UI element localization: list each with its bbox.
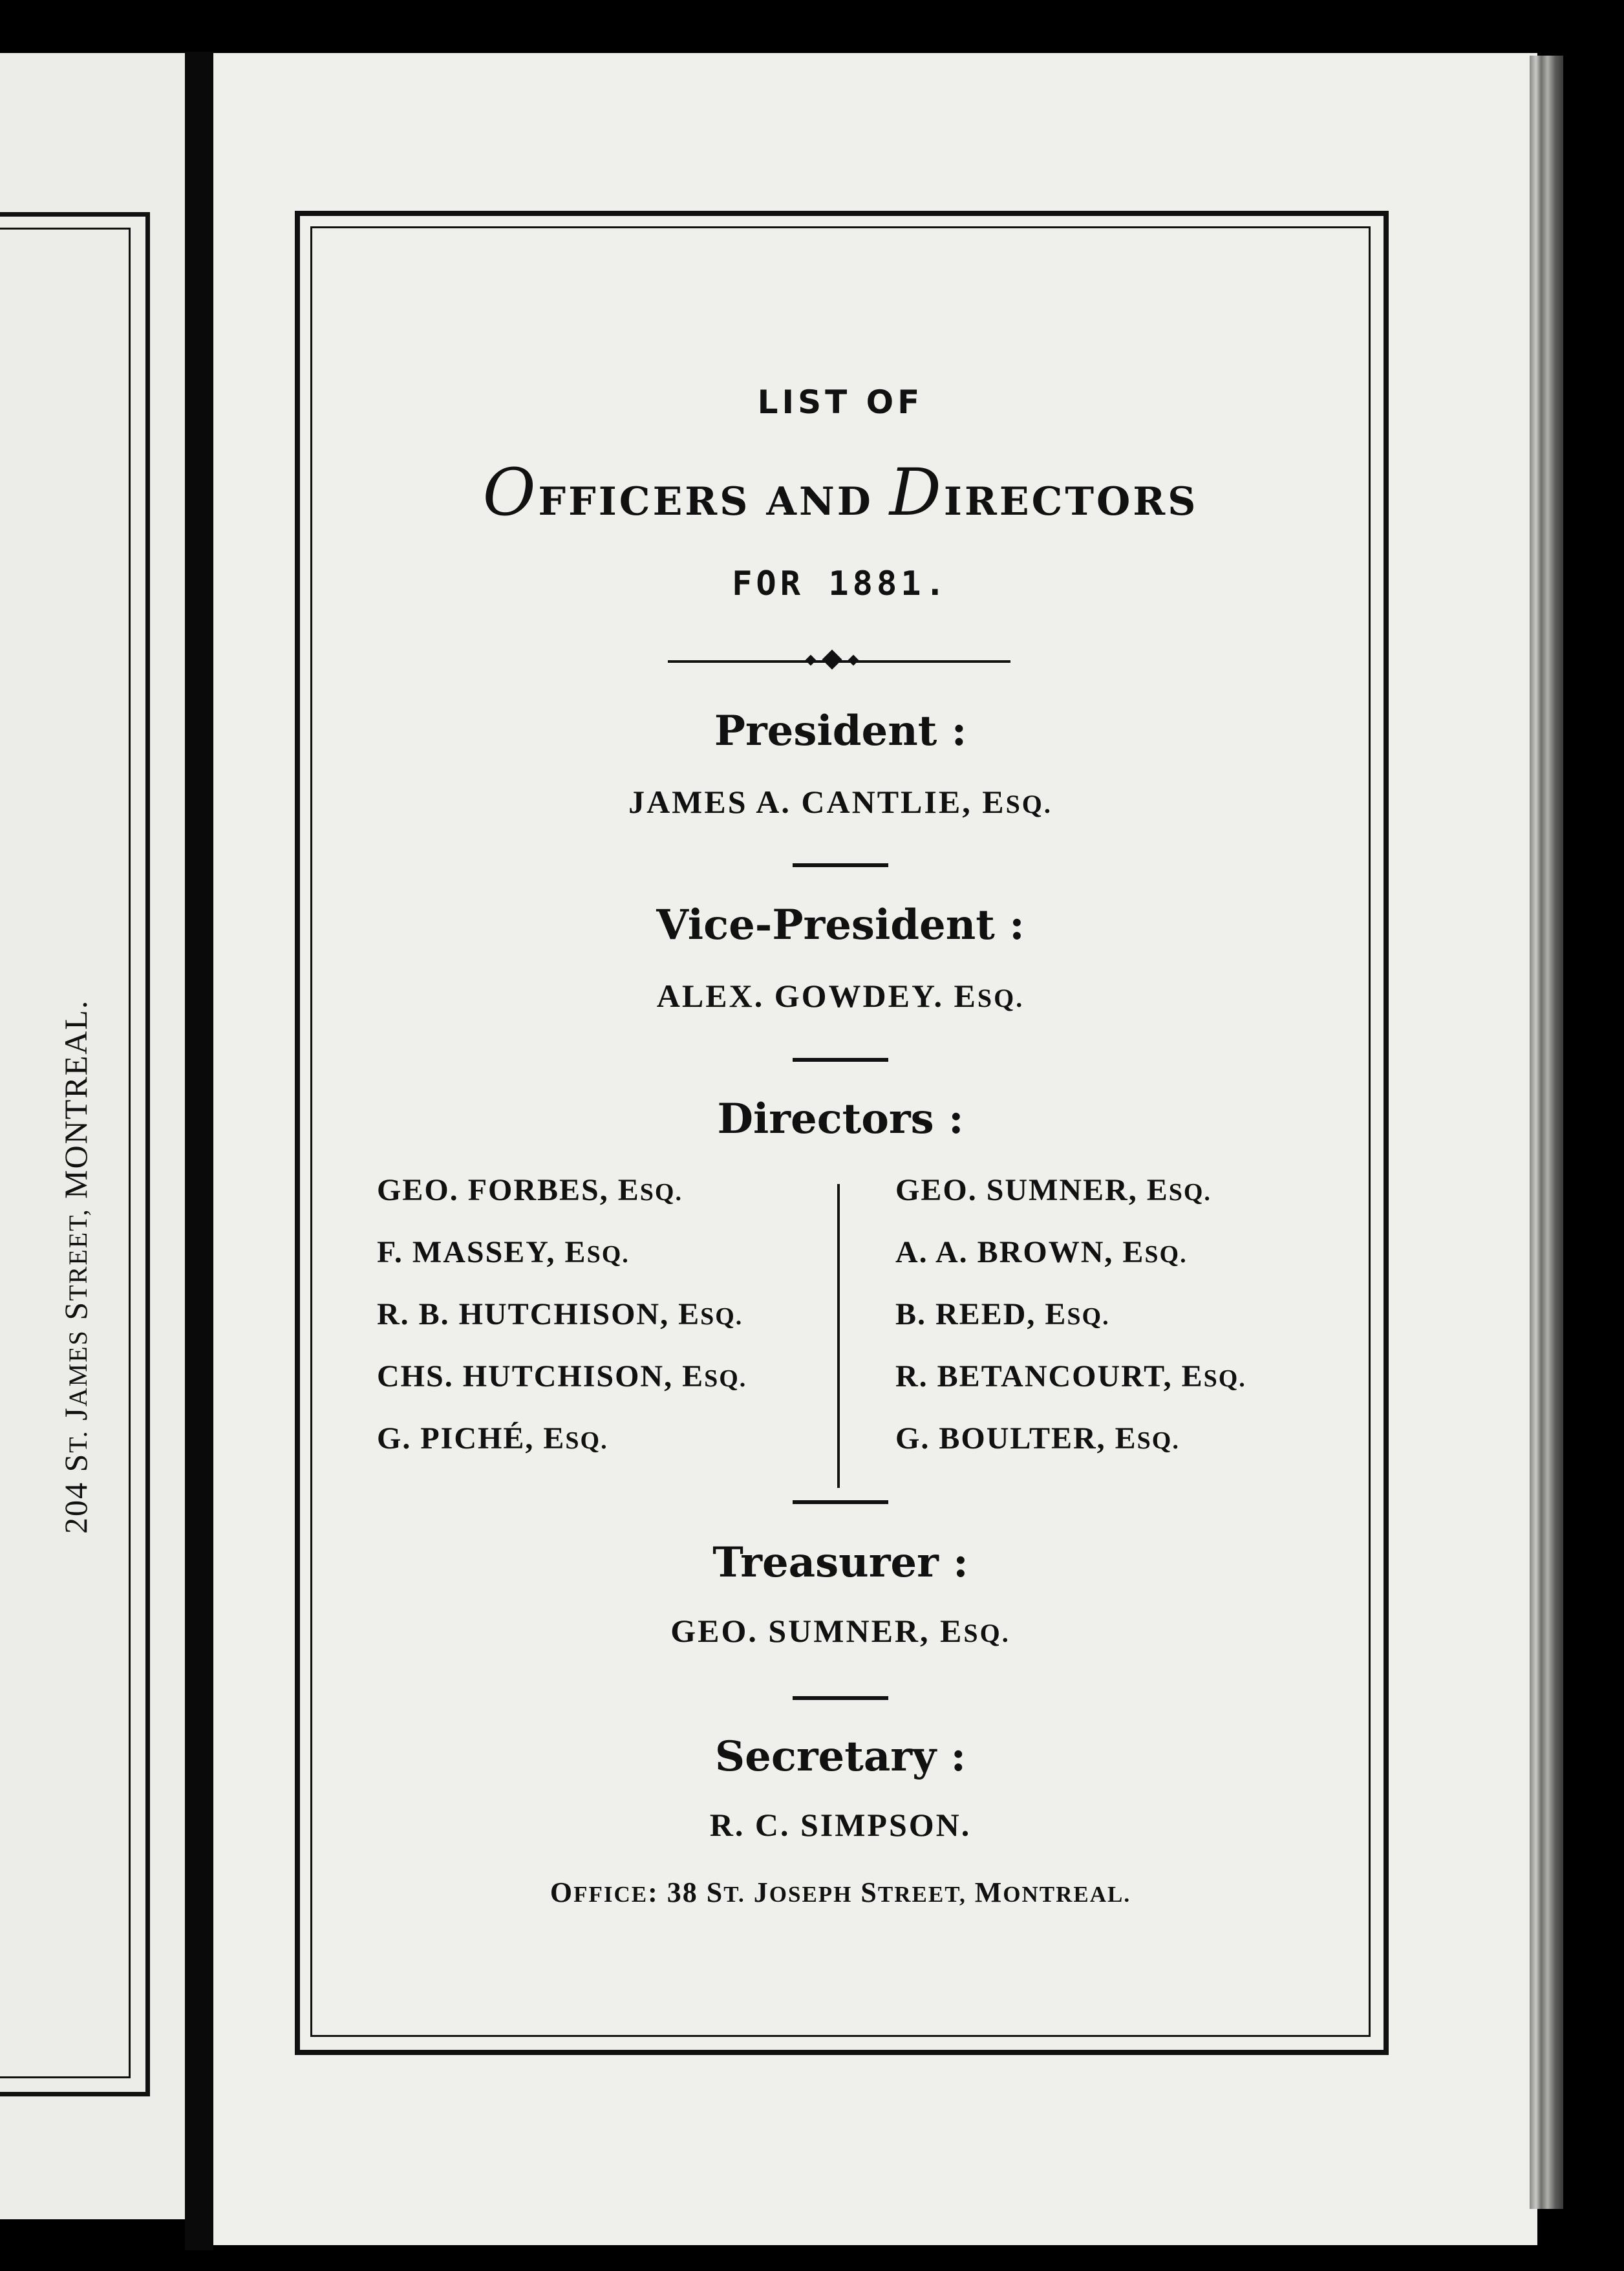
year-heading: FOR 1881. [732,565,949,603]
office-s-rest: TREET, [877,1882,967,1907]
president-name [312,783,1369,821]
esq-rest: SQ. [1067,1303,1110,1330]
title-officers-rest: FFICERS [538,479,751,524]
director-name: CHS. HUTCHISON, [377,1359,674,1394]
list-item [895,1297,1246,1359]
ornament-diamond-left [806,655,817,666]
esq-rest: SQ. [1203,1365,1246,1392]
ornament-diamond-center [822,649,842,669]
list-item [377,1421,747,1483]
office-o-rest: FFICE [573,1882,648,1907]
office-j-rest: OSEPH [769,1882,853,1907]
list-item [895,1421,1246,1483]
spine-james-cap: J [58,1406,94,1421]
divider-rule [793,1058,888,1062]
vice-president-name-text: ALEX. GOWDEY. [656,978,944,1014]
spine-city: MONTREAL. [58,999,94,1199]
director-name: F. MASSEY, [377,1235,556,1269]
list-item [377,1234,747,1297]
list-of-heading: LIST OF [757,383,924,421]
directors-label: Directors : [717,1095,964,1143]
director-name: GEO. FORBES, [377,1173,609,1207]
treasurer-name-text: GEO. SUMNER, [670,1613,930,1649]
spine-street-rest: TREET, [63,1208,92,1301]
esq-cap: E [543,1421,566,1456]
spine-st-rest: T. [63,1430,92,1453]
director-name: GEO. SUMNER, [895,1173,1138,1207]
page-edge [1530,56,1563,2209]
book-gutter [185,52,213,2250]
secretary-label: Secretary : [714,1732,967,1781]
esq-cap: E [678,1297,701,1331]
list-item [895,1234,1246,1297]
esq-rest: SQ. [565,1427,608,1454]
treasurer-esq-rest: SQ. [963,1619,1010,1648]
esq-cap: E [1045,1297,1067,1331]
title-d-cap: D [889,455,944,530]
title-o-cap: O [482,455,539,530]
secretary-name: R. C. SIMPSON. [709,1807,972,1843]
treasurer-name [312,1612,1369,1650]
esq-rest: SQ. [586,1241,630,1268]
officers-list [312,228,1369,2035]
director-name: B. REED, [895,1297,1036,1331]
directors-left-column [377,1172,747,1483]
list-item [895,1172,1246,1234]
esq-cap: E [1146,1173,1169,1207]
esq-rest: SQ. [639,1179,683,1206]
esq-rest: SQ. [1144,1241,1188,1268]
title-and: AND [766,479,873,524]
spine-st-cap: S [58,1452,94,1472]
esq-cap: E [564,1235,587,1269]
vice-president-label: Vice-President : [656,901,1025,949]
treasurer-label: Treasurer : [712,1538,968,1587]
office-address [312,1876,1369,1909]
president-esq-cap: E [982,784,1006,820]
esq-cap: E [1115,1421,1137,1456]
title-directors-rest: IRECTORS [943,479,1199,524]
director-name: A. A. BROWN, [895,1235,1114,1269]
esq-rest: SQ. [704,1365,747,1392]
esq-rest: SQ. [700,1303,743,1330]
esq-rest: SQ. [1168,1179,1212,1206]
spine-number: 204 [58,1481,94,1534]
spine-street-cap: S [58,1300,94,1320]
vice-president-esq-rest: SQ. [977,984,1025,1013]
previous-page [0,53,185,2219]
ornament-diamond-right [848,655,859,666]
vice-president-name [312,977,1369,1015]
directors-column-divider [837,1184,840,1488]
office-j-cap: J [753,1877,769,1908]
director-name: G. PICHÉ, [377,1421,535,1456]
director-name: R. BETANCOURT, [895,1359,1173,1394]
president-name-text: JAMES A. CANTLIE, [628,784,972,820]
office-m-rest: ONTREAL. [1003,1882,1131,1907]
president-label: President : [714,707,967,755]
directors-right-column [895,1172,1246,1483]
president-esq-rest: SQ. [1005,790,1052,819]
spine-james-rest: AMES [63,1329,92,1407]
list-item [895,1359,1246,1421]
divider-rule [793,1500,888,1504]
spine-address [57,1000,94,1534]
divider-rule [793,863,888,867]
esq-cap: E [617,1173,640,1207]
page-title [312,455,1369,530]
vice-president-esq-cap: E [954,978,978,1014]
office-address-number: : 38 S [648,1877,724,1908]
office-m-cap: M [974,1877,1003,1908]
office-s-cap: S [860,1877,878,1908]
list-item [377,1172,747,1234]
director-name: R. B. HUTCHISON, [377,1297,670,1331]
esq-cap: E [1181,1359,1204,1394]
list-item [377,1359,747,1421]
esq-cap: E [1122,1235,1145,1269]
esq-rest: SQ. [1137,1427,1180,1454]
list-item [377,1297,747,1359]
office-o-cap: O [550,1877,574,1908]
esq-cap: E [682,1359,705,1394]
director-name: G. BOULTER, [895,1421,1106,1456]
divider-rule [793,1696,888,1700]
office-st-rest: T. [723,1882,745,1907]
treasurer-esq-cap: E [940,1613,964,1649]
